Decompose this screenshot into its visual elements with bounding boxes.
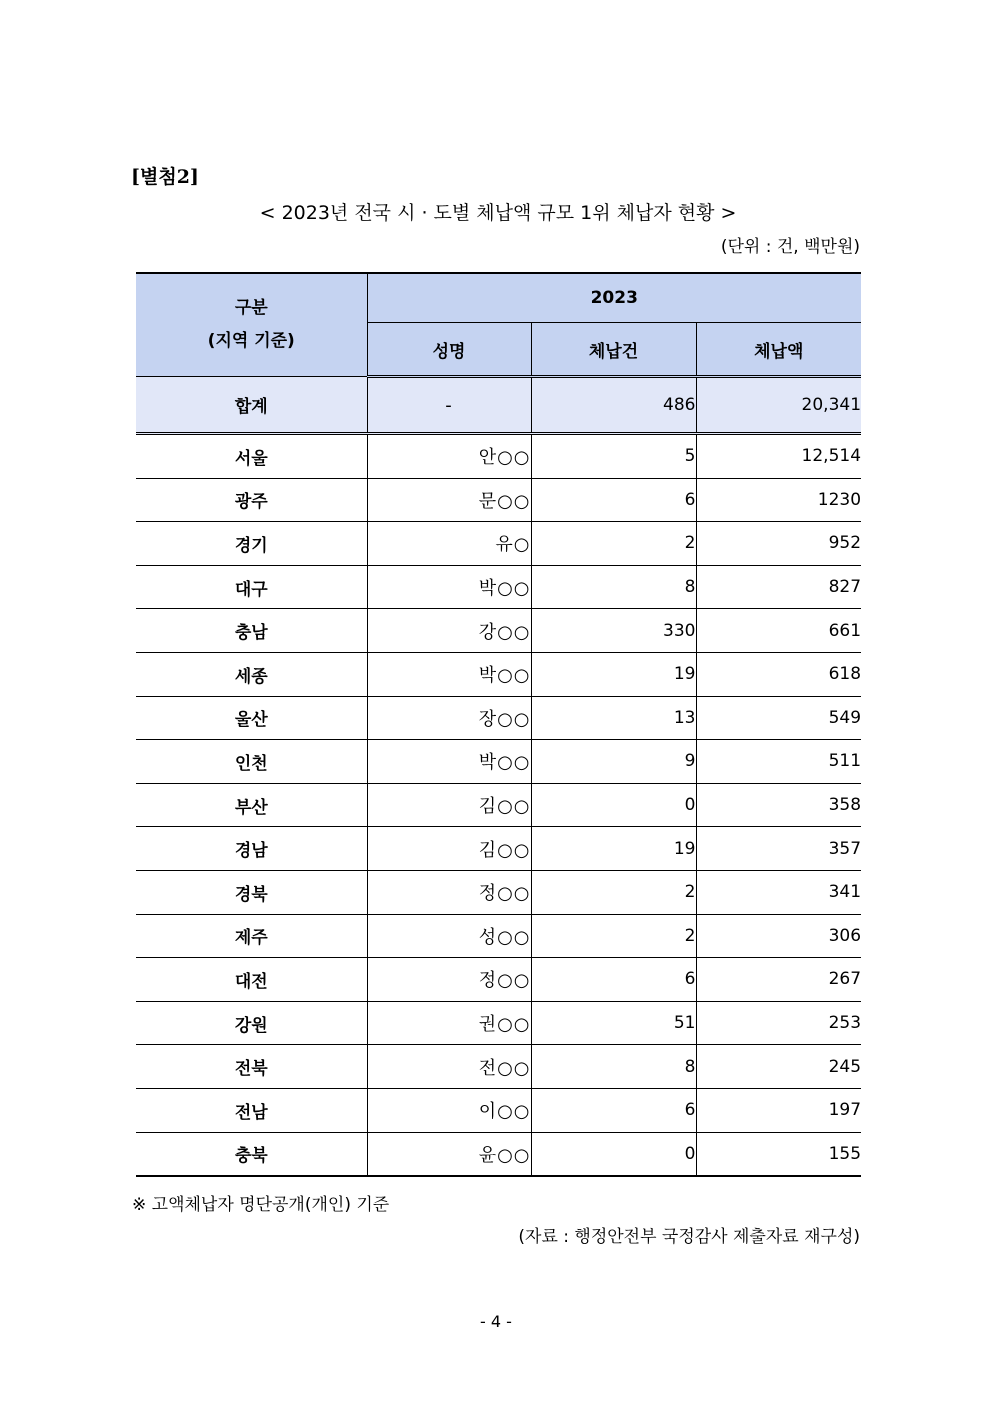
total-name: - [367,377,531,434]
attachment-label: [별첨2] [131,166,199,188]
row-count: 5 [531,434,696,479]
row-count: 2 [531,914,696,958]
row-count: 19 [531,652,696,696]
row-amount: 827 [696,565,861,609]
row-region: 울산 [136,696,367,740]
row-region: 충북 [136,1132,367,1176]
header-category-label: 구분 [234,298,268,318]
row-region: 경남 [136,827,367,871]
row-region: 충남 [136,609,367,653]
row-name: 전○○ [367,1045,531,1089]
table-row [136,1088,861,1132]
row-region: 경기 [136,522,367,566]
row-region: 세종 [136,652,367,696]
row-amount: 306 [696,914,861,958]
row-name: 강○○ [367,609,531,653]
row-name: 박○○ [367,740,531,784]
row-name: 이○○ [367,1088,531,1132]
table-row [136,565,861,609]
row-count: 0 [531,783,696,827]
delinquent-taxpayer-table [136,272,861,1177]
row-region: 서울 [136,434,367,479]
row-amount: 267 [696,958,861,1002]
row-name: 정○○ [367,870,531,914]
source-note: (자료 : 행정안전부 국정감사 제출자료 재구성) [518,1227,860,1247]
table-row [136,1132,861,1176]
row-region: 전북 [136,1045,367,1089]
row-name: 박○○ [367,652,531,696]
total-region: 합계 [136,377,367,434]
row-name: 권○○ [367,1001,531,1045]
table-row [136,1045,861,1089]
row-name: 박○○ [367,565,531,609]
row-amount: 358 [696,783,861,827]
row-region: 부산 [136,783,367,827]
row-count: 6 [531,1088,696,1132]
table-row [136,434,861,479]
row-count: 6 [531,478,696,522]
row-count: 2 [531,870,696,914]
row-amount: 12,514 [696,434,861,479]
header-year: 2023 [367,273,861,323]
header-name: 성명 [367,323,531,377]
row-amount: 155 [696,1132,861,1176]
row-count: 13 [531,696,696,740]
row-amount: 197 [696,1088,861,1132]
total-row [136,377,861,434]
header-category-sub-label: (지역 기준) [207,331,295,351]
header-category [136,273,367,377]
table-row [136,652,861,696]
row-count: 19 [531,827,696,871]
row-count: 330 [531,609,696,653]
table-row [136,1001,861,1045]
footnote: ※ 고액체납자 명단공개(개인) 기준 [132,1195,390,1215]
row-region: 인천 [136,740,367,784]
row-name: 김○○ [367,783,531,827]
row-region: 대전 [136,958,367,1002]
row-region: 대구 [136,565,367,609]
row-amount: 661 [696,609,861,653]
row-amount: 549 [696,696,861,740]
row-count: 8 [531,565,696,609]
row-amount: 618 [696,652,861,696]
row-count: 8 [531,1045,696,1089]
row-name: 성○○ [367,914,531,958]
row-count: 9 [531,740,696,784]
row-count: 0 [531,1132,696,1176]
row-amount: 341 [696,870,861,914]
row-count: 51 [531,1001,696,1045]
row-name: 장○○ [367,696,531,740]
table-row [136,609,861,653]
row-name: 안○○ [367,434,531,479]
row-amount: 1230 [696,478,861,522]
header-amount: 체납액 [696,323,861,377]
table-row [136,870,861,914]
table-row [136,740,861,784]
row-amount: 253 [696,1001,861,1045]
row-amount: 511 [696,740,861,784]
row-region: 광주 [136,478,367,522]
row-region: 강원 [136,1001,367,1045]
document-title: < 2023년 전국 시 · 도별 체납액 규모 1위 체납자 현황 > [259,202,737,224]
table-row [136,522,861,566]
row-count: 6 [531,958,696,1002]
row-name: 김○○ [367,827,531,871]
table-row [136,958,861,1002]
row-region: 경북 [136,870,367,914]
row-name: 문○○ [367,478,531,522]
total-count: 486 [531,377,696,434]
unit-note: (단위 : 건, 백만원) [720,237,860,257]
row-amount: 952 [696,522,861,566]
row-region: 전남 [136,1088,367,1132]
table-row [136,478,861,522]
table-row [136,783,861,827]
table-row [136,827,861,871]
table-row [136,696,861,740]
row-name: 유○ [367,522,531,566]
row-name: 윤○○ [367,1132,531,1176]
total-amount: 20,341 [696,377,861,434]
row-count: 2 [531,522,696,566]
row-amount: 245 [696,1045,861,1089]
row-name: 정○○ [367,958,531,1002]
row-region: 제주 [136,914,367,958]
page-number: - 4 - [480,1312,512,1331]
header-count: 체납건 [531,323,696,377]
table-row [136,914,861,958]
row-amount: 357 [696,827,861,871]
